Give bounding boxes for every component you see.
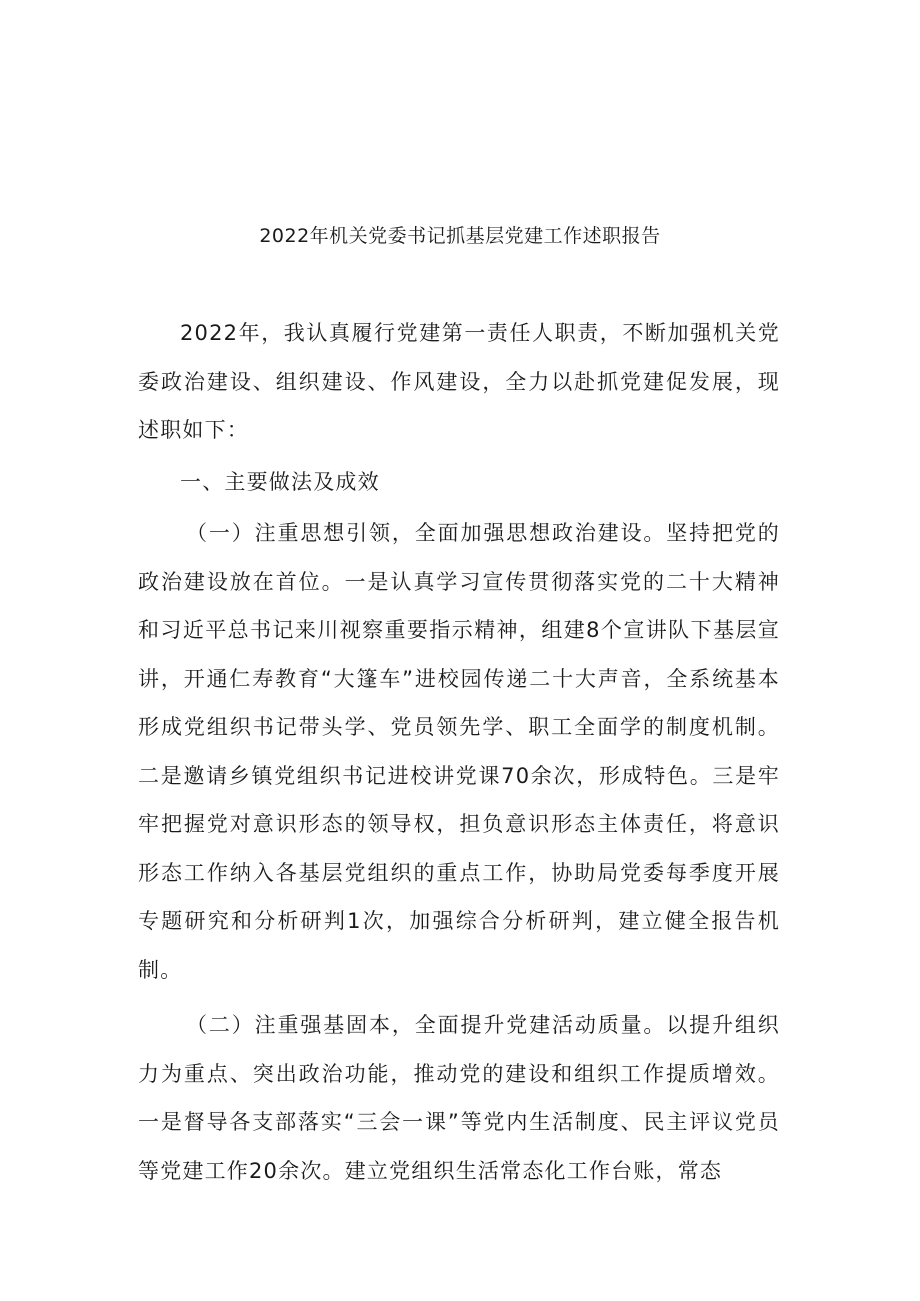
section-heading-1: 一、主要做法及成效 xyxy=(180,469,380,494)
subsection-paragraph-2: （二）注重强基固本，全面提升党建活动质量。以提升组织力为重点、突出政治功能，推动党的建设和组织工作提质增效。一是督导各支部落实“三会一课”等党内生活制度、民主评议党员等党建工作20余次。建立党组织生活常态化工作台账，常态 xyxy=(138,1013,780,1183)
subsection-paragraph-1: （一）注重思想引领，全面加强思想政治建设。坚持把党的政治建设放在首位。一是认真学习宣传贯彻落实党的二十大精神和习近平总书记来川视察重要指示精神，组建8个宣讲队下基层宣讲，开通仁寿教育“大篷车”进校园传递二十大声音，全系统基本形成党组织书记带头学、党员领先学、职工全面学的制度机制。二是邀请乡镇党组织书记进校讲党课70余次，形成特色。三是牢牢把握党对意识形态的领导权，担负意识形态主体责任，将意识形态工作纳入各基层党组织的重点工作，协助局党委每季度开展专题研究和分析研判1次，加强综合分析研判，建立健全报告机制。 xyxy=(138,521,780,982)
intro-paragraph: 2022年，我认真履行党建第一责任人职责，不断加强机关党委政治建设、组织建设、作风建设，全力以赴抓党建促发展，现述职如下： xyxy=(138,321,780,442)
document-title: 2022年机关党委书记抓基层党建工作述职报告 xyxy=(259,225,661,247)
document-body xyxy=(138,309,780,1195)
